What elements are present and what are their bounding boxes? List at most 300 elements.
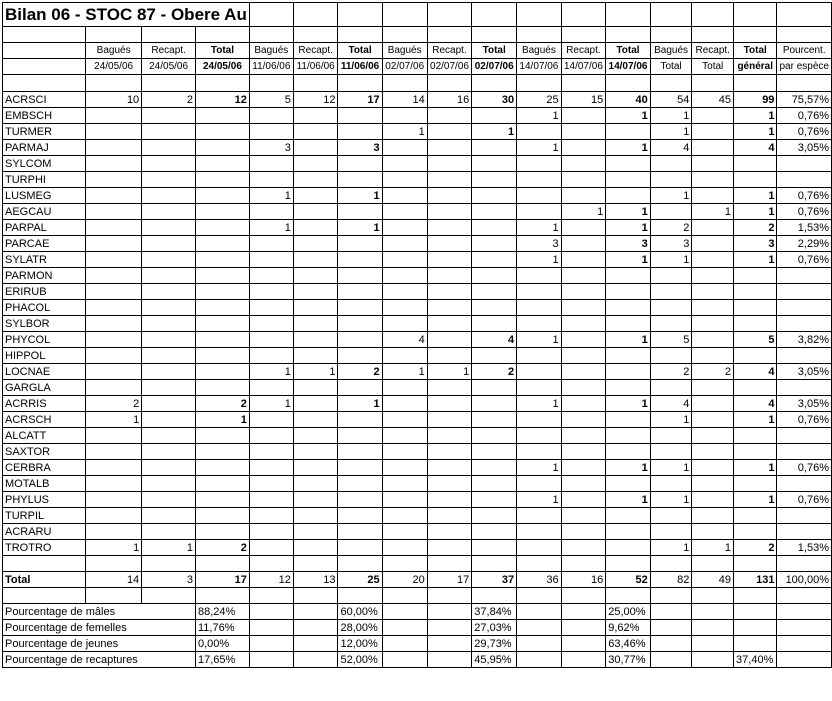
table-cell: 3,05% [777,396,832,412]
table-cell [692,300,734,316]
total-cell: 25 [338,572,382,588]
species-code: EMBSCH [3,108,86,124]
table-cell [692,476,734,492]
table-cell: 4 [650,140,692,156]
table-cell: 2 [86,396,142,412]
empty-cell [3,27,86,43]
table-cell [249,540,293,556]
table-cell [517,156,562,172]
table-cell [293,188,338,204]
column-header: 02/07/06 [472,59,517,75]
table-cell [142,268,196,284]
table-cell: 1 [517,252,562,268]
column-header: Total [734,43,777,59]
table-cell [382,444,427,460]
species-code: PHYCOL [3,332,86,348]
empty-cell [692,75,734,92]
table-cell [382,428,427,444]
table-cell: 0,76% [777,188,832,204]
percent-row [3,604,832,620]
table-cell [734,444,777,460]
table-cell [249,380,293,396]
empty-cell [427,556,472,572]
table-cell [142,284,196,300]
table-cell [293,300,338,316]
table-cell [142,332,196,348]
table-cell [517,476,562,492]
column-header: Bagués [382,43,427,59]
table-cell [142,204,196,220]
empty-cell [293,27,338,43]
table-cell [692,460,734,476]
table-cell [606,524,651,540]
empty-cell [293,604,338,620]
table-row [3,204,832,220]
table-cell [338,332,382,348]
table-cell [777,348,832,364]
table-cell [142,428,196,444]
table-cell: 3,05% [777,364,832,380]
total-cell: 16 [561,572,606,588]
table-cell [382,316,427,332]
table-cell [293,172,338,188]
table-cell: 1 [338,220,382,236]
table-cell [427,460,472,476]
table-cell [293,460,338,476]
empty-cell [196,556,250,572]
table-cell [472,156,517,172]
table-cell [338,348,382,364]
empty-cell [142,556,196,572]
empty-cell [650,75,692,92]
table-cell [692,236,734,252]
table-cell: 1 [517,332,562,348]
empty-cell [293,3,338,27]
empty-cell [472,588,517,604]
table-cell [606,188,651,204]
table-cell [650,428,692,444]
species-code: SYLCOM [3,156,86,172]
empty-cell [196,588,250,604]
table-cell [338,300,382,316]
empty-cell [561,27,606,43]
table-cell [382,396,427,412]
table-cell [692,492,734,508]
table-cell [142,412,196,428]
table-cell [650,380,692,396]
table-cell [338,284,382,300]
table-cell [196,428,250,444]
table-cell [86,380,142,396]
table-cell: 1 [734,492,777,508]
table-cell: 1 [650,124,692,140]
empty-cell [382,588,427,604]
empty-cell [249,75,293,92]
empty-cell [142,27,196,43]
table-cell: 3 [338,140,382,156]
empty-cell [692,620,734,636]
table-cell: 4 [650,396,692,412]
table-cell: 17 [338,92,382,108]
table-cell: 1 [293,364,338,380]
table-cell [196,348,250,364]
table-cell [561,108,606,124]
empty-cell [692,556,734,572]
table-cell [472,220,517,236]
empty-cell [517,588,562,604]
table-cell [382,508,427,524]
table-cell [561,268,606,284]
table-cell [249,508,293,524]
table-cell [142,156,196,172]
spacer-row [3,27,832,43]
table-cell [427,108,472,124]
empty-cell [692,652,734,668]
table-cell [142,188,196,204]
table-cell [427,220,472,236]
table-cell [382,172,427,188]
table-cell [293,412,338,428]
table-row [3,140,832,156]
empty-cell [196,27,250,43]
table-cell: 5 [734,332,777,348]
table-cell [142,524,196,540]
table-cell [650,268,692,284]
table-cell [472,412,517,428]
species-code: SYLATR [3,252,86,268]
table-cell [86,204,142,220]
table-cell [382,284,427,300]
empty-cell [777,604,832,620]
percent-label: Pourcentage de femelles [3,620,196,636]
table-cell: 4 [734,364,777,380]
species-code: ALCATT [3,428,86,444]
table-cell [561,124,606,140]
table-cell [427,396,472,412]
table-cell: 3,82% [777,332,832,348]
table-cell [734,508,777,524]
table-cell [338,428,382,444]
empty-cell [382,75,427,92]
empty-cell [561,652,606,668]
table-cell: 1 [650,492,692,508]
table-row [3,236,832,252]
table-row [3,172,832,188]
table-cell: 1 [734,204,777,220]
table-cell [249,412,293,428]
empty-cell [86,588,142,604]
percent-row [3,636,832,652]
table-row [3,188,832,204]
table-cell [777,316,832,332]
table-cell: 12 [293,92,338,108]
table-cell: 3,05% [777,140,832,156]
table-cell: 3 [249,140,293,156]
table-cell [382,220,427,236]
column-header: Recapt. [692,43,734,59]
table-cell [517,508,562,524]
table-cell [777,524,832,540]
empty-cell [734,75,777,92]
table-cell [86,140,142,156]
total-cell: 82 [650,572,692,588]
table-cell [692,156,734,172]
table-cell [427,332,472,348]
table-row [3,460,832,476]
table-cell [293,108,338,124]
species-code: PHYLUS [3,492,86,508]
empty-cell [561,75,606,92]
empty-cell [606,588,651,604]
table-cell [86,332,142,348]
table-cell: 4 [734,396,777,412]
table-cell [777,156,832,172]
table-cell [427,412,472,428]
table-cell: 1 [338,396,382,412]
table-cell [196,204,250,220]
table-cell: 2 [142,92,196,108]
table-cell: 30 [472,92,517,108]
spacer-row [3,556,832,572]
table-cell [338,412,382,428]
empty-cell [249,620,293,636]
empty-cell [606,3,651,27]
empty-cell [249,604,293,620]
table-cell [293,316,338,332]
table-cell [692,412,734,428]
table-cell [692,188,734,204]
column-header: Bagués [650,43,692,59]
empty-cell [338,556,382,572]
percent-value: 9,62% [606,620,651,636]
table-cell: 1 [734,188,777,204]
table-cell [196,364,250,380]
table-cell: 40 [606,92,651,108]
table-cell: 1 [561,204,606,220]
table-cell: 4 [382,332,427,348]
empty-cell [650,652,692,668]
table-cell [293,348,338,364]
table-row [3,284,832,300]
table-cell: 1 [382,364,427,380]
table-cell: 1 [86,540,142,556]
table-cell [338,316,382,332]
table-cell [777,508,832,524]
table-cell [338,476,382,492]
table-cell [692,428,734,444]
species-code: LUSMEG [3,188,86,204]
table-cell [692,140,734,156]
table-cell [650,172,692,188]
table-row [3,412,832,428]
percent-value [734,636,777,652]
column-header: Recapt. [427,43,472,59]
table-cell: 1 [249,364,293,380]
table-cell: 1 [650,412,692,428]
table-cell [338,460,382,476]
table-cell: 10 [86,92,142,108]
table-cell [606,508,651,524]
table-cell [561,364,606,380]
empty-cell [650,27,692,43]
table-cell [249,332,293,348]
empty-cell [293,636,338,652]
table-cell: 1 [472,124,517,140]
table-cell [382,492,427,508]
table-cell [86,492,142,508]
total-cell: 20 [382,572,427,588]
table-cell [517,540,562,556]
empty-cell [3,588,86,604]
empty-cell [777,588,832,604]
empty-cell [692,604,734,620]
table-cell [777,284,832,300]
table-cell [382,460,427,476]
table-cell [382,236,427,252]
table-cell [561,284,606,300]
table-cell [472,268,517,284]
table-cell: 1 [517,396,562,412]
table-row [3,156,832,172]
total-cell: 14 [86,572,142,588]
table-cell [650,284,692,300]
table-cell [517,348,562,364]
table-cell [692,508,734,524]
empty-cell [692,636,734,652]
table-cell [427,204,472,220]
table-cell [293,252,338,268]
table-row [3,124,832,140]
empty-cell [86,556,142,572]
empty-cell [777,636,832,652]
total-cell: 3 [142,572,196,588]
table-cell [561,476,606,492]
empty-cell [249,588,293,604]
table-cell [517,204,562,220]
table-cell [427,268,472,284]
table-cell [196,508,250,524]
species-code: SYLBOR [3,316,86,332]
column-header: Recapt. [561,43,606,59]
table-cell [249,524,293,540]
table-cell [338,508,382,524]
percent-value: 63,46% [606,636,651,652]
table-cell [196,460,250,476]
empty-cell [734,27,777,43]
table-cell [86,524,142,540]
empty-cell [517,75,562,92]
table-cell [293,396,338,412]
empty-cell [777,652,832,668]
table-cell [734,268,777,284]
table-cell [427,124,472,140]
table-cell [142,108,196,124]
table-cell [427,476,472,492]
table-cell: 5 [249,92,293,108]
table-cell [561,172,606,188]
table-cell [472,284,517,300]
header-row1 [3,43,832,59]
table-cell [427,172,472,188]
table-cell: 2 [338,364,382,380]
table-cell [517,428,562,444]
table-cell: 1 [606,108,651,124]
table-cell [86,236,142,252]
table-cell [293,220,338,236]
table-cell [517,444,562,460]
table-cell [606,412,651,428]
table-cell [561,380,606,396]
empty-cell [293,556,338,572]
table-cell [517,380,562,396]
table-cell [692,108,734,124]
table-cell [777,268,832,284]
species-code: TURPHI [3,172,86,188]
table-cell [734,380,777,396]
empty-cell [517,604,562,620]
table-cell [142,396,196,412]
species-code: PARCAE [3,236,86,252]
column-header: 11/06/06 [293,59,338,75]
table-cell [561,508,606,524]
table-cell [86,156,142,172]
table-cell [517,412,562,428]
table-cell: 16 [427,92,472,108]
table-cell: 2 [734,540,777,556]
species-code: TROTRO [3,540,86,556]
table-cell: 1 [734,460,777,476]
table-cell [293,428,338,444]
empty-cell [692,588,734,604]
table-cell [196,108,250,124]
table-cell [142,460,196,476]
table-cell [427,252,472,268]
table-cell [692,124,734,140]
table-cell [650,316,692,332]
table-cell: 1 [249,396,293,412]
column-header: par espèce [777,59,832,75]
percent-value: 28,00% [338,620,382,636]
table-cell [338,268,382,284]
table-cell [86,300,142,316]
table-cell [561,252,606,268]
table-cell: 1 [692,540,734,556]
table-cell: 1 [427,364,472,380]
table-cell [472,396,517,412]
column-header: Total [650,59,692,75]
table-cell [472,348,517,364]
table-cell [561,524,606,540]
table-cell [249,348,293,364]
table-cell [142,124,196,140]
table-row [3,108,832,124]
table-cell: 1 [734,412,777,428]
table-cell [561,460,606,476]
page-title: Bilan 06 - STOC 87 - Obere Au [3,3,250,27]
empty-cell [427,27,472,43]
empty-cell [517,620,562,636]
table-cell: 1 [517,460,562,476]
table-cell [196,268,250,284]
percent-value [734,604,777,620]
empty-cell [777,556,832,572]
table-cell [249,252,293,268]
table-row [3,428,832,444]
table-cell: 1 [142,540,196,556]
species-code: ACRSCI [3,92,86,108]
empty-cell [777,3,832,27]
table-row [3,332,832,348]
